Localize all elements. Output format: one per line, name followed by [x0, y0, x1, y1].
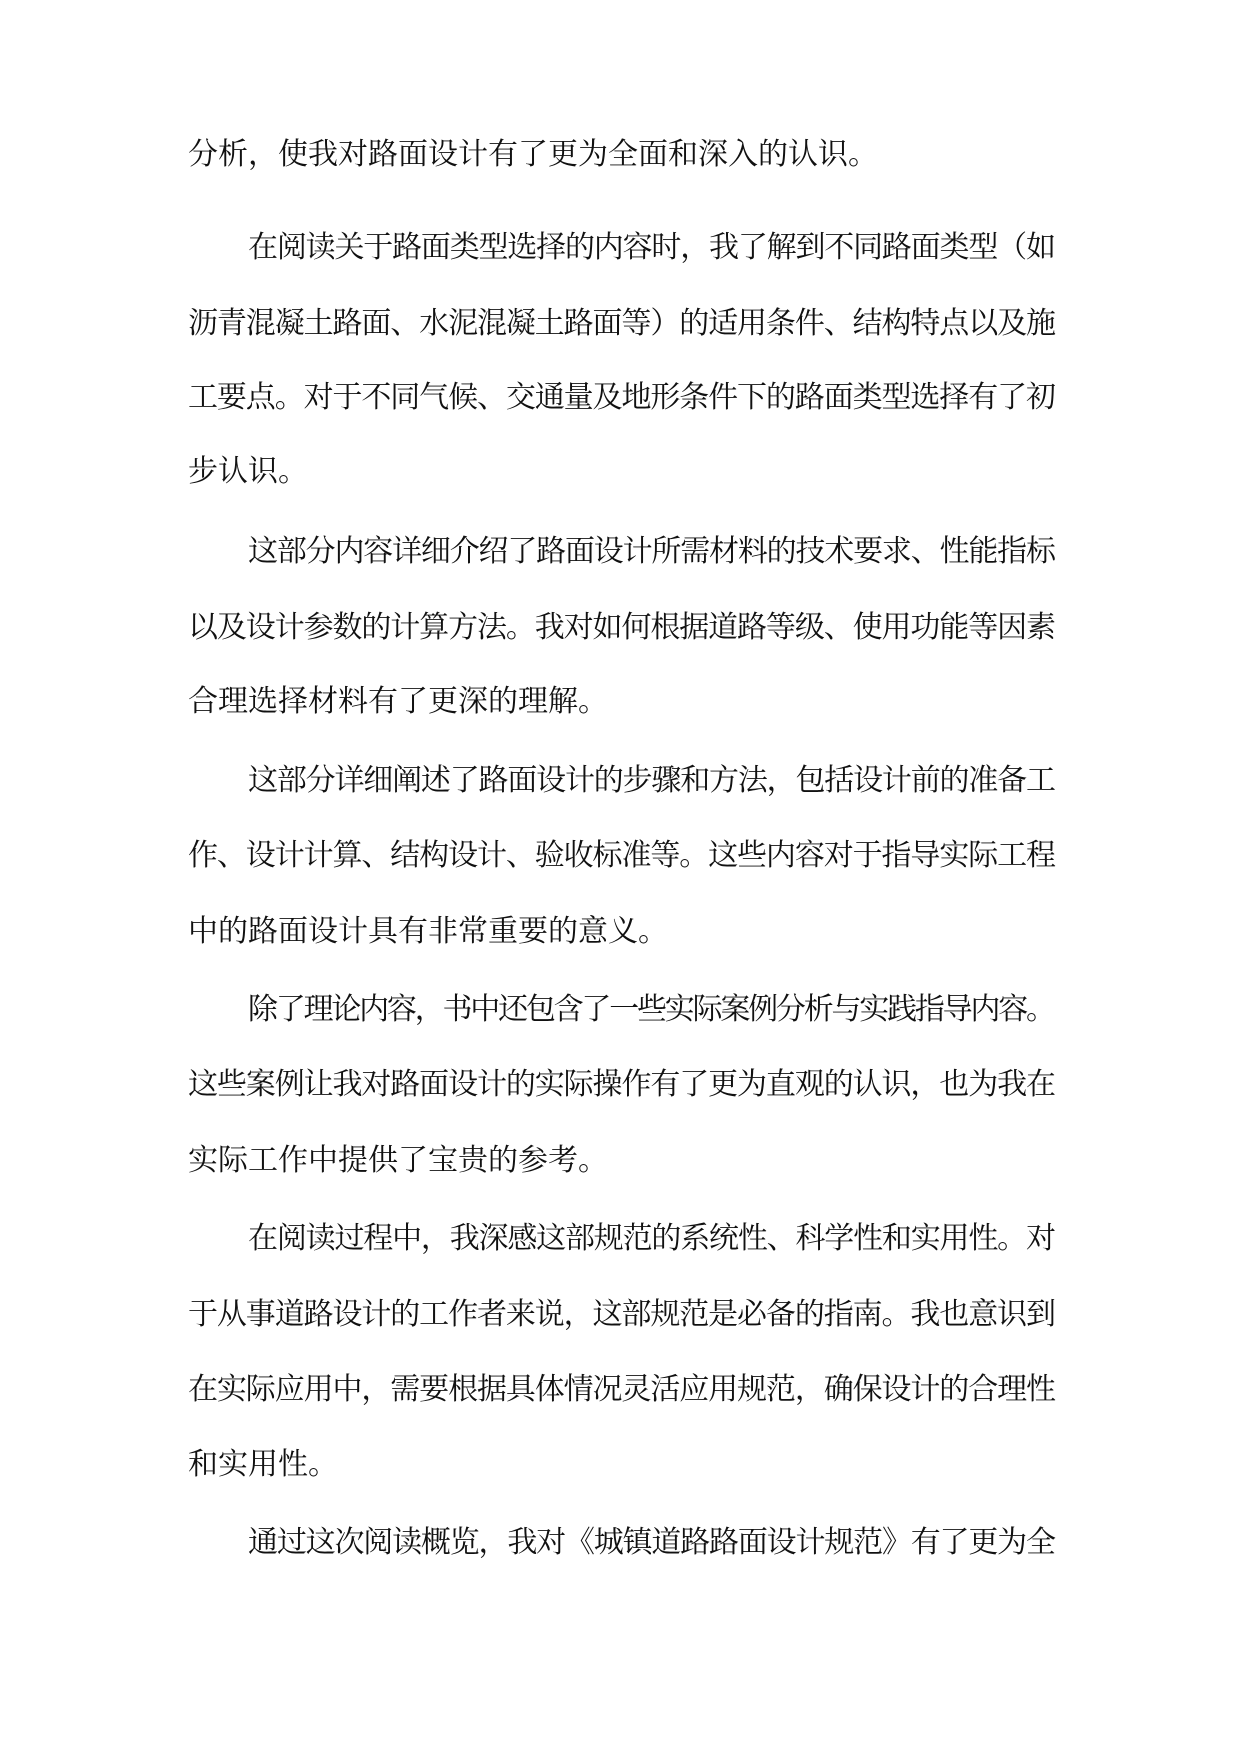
text-line — [0, 296, 1241, 352]
text-line-content: 作、设计计算、结构设计、验收标准等。这些内容对于指导实际工程 — [188, 838, 1055, 873]
text-line-content: 在阅读过程中，我深感这部规范的系统性、科学性和实用性。对 — [248, 1221, 1055, 1256]
text-line — [0, 600, 1241, 656]
text-line-content: 和实用性。 — [188, 1447, 338, 1482]
text-line-content: 这部分详细阐述了路面设计的步骤和方法，包括设计前的准备工 — [248, 763, 1055, 798]
text-line-content: 分析，使我对路面设计有了更为全面和深入的认识。 — [188, 137, 878, 172]
text-line — [0, 1362, 1241, 1418]
text-line-content: 这些案例让我对路面设计的实际操作有了更为直观的认识，也为我在 — [188, 1067, 1055, 1102]
text-line-content: 以及设计参数的计算方法。我对如何根据道路等级、使用功能等因素 — [188, 610, 1055, 645]
paragraph-first-line — [0, 982, 1241, 1038]
text-line — [0, 444, 1241, 500]
text-line-content: 除了理论内容，书中还包含了一些实际案例分析与实践指导内容。 — [248, 992, 1054, 1027]
text-line — [0, 828, 1241, 884]
paragraph-first-line — [0, 220, 1241, 276]
paragraph-first-line — [0, 524, 1241, 580]
text-line — [0, 1133, 1241, 1189]
text-line — [0, 127, 1241, 183]
text-line-content: 合理选择材料有了更深的理解。 — [188, 684, 608, 719]
text-line — [0, 1287, 1241, 1343]
text-line-content: 在实际应用中，需要根据具体情况灵活应用规范，确保设计的合理性 — [188, 1372, 1055, 1407]
text-line-content: 中的路面设计具有非常重要的意义。 — [188, 914, 668, 949]
text-line-content: 于从事道路设计的工作者来说，这部规范是必备的指南。我也意识到 — [188, 1297, 1055, 1332]
paragraph-first-line — [0, 753, 1241, 809]
paragraph-first-line — [0, 1515, 1241, 1571]
text-line-content: 步认识。 — [188, 454, 308, 489]
text-line-content: 这部分内容详细介绍了路面设计所需材料的技术要求、性能指标 — [248, 534, 1055, 569]
text-line-content: 实际工作中提供了宝贵的参考。 — [188, 1143, 608, 1178]
text-line — [0, 1437, 1241, 1493]
text-line — [0, 1057, 1241, 1113]
text-line — [0, 904, 1241, 960]
text-line — [0, 370, 1241, 426]
text-line-content: 通过这次阅读概览，我对《城镇道路路面设计规范》有了更为全 — [248, 1525, 1055, 1560]
text-line-content: 沥青混凝土路面、水泥混凝土路面等）的适用条件、结构特点以及施 — [188, 306, 1055, 341]
text-line — [0, 674, 1241, 730]
paragraph-first-line — [0, 1211, 1241, 1267]
text-line-content: 在阅读关于路面类型选择的内容时，我了解到不同路面类型（如 — [248, 230, 1055, 265]
text-line-content: 工要点。对于不同气候、交通量及地形条件下的路面类型选择有了初 — [188, 380, 1055, 415]
